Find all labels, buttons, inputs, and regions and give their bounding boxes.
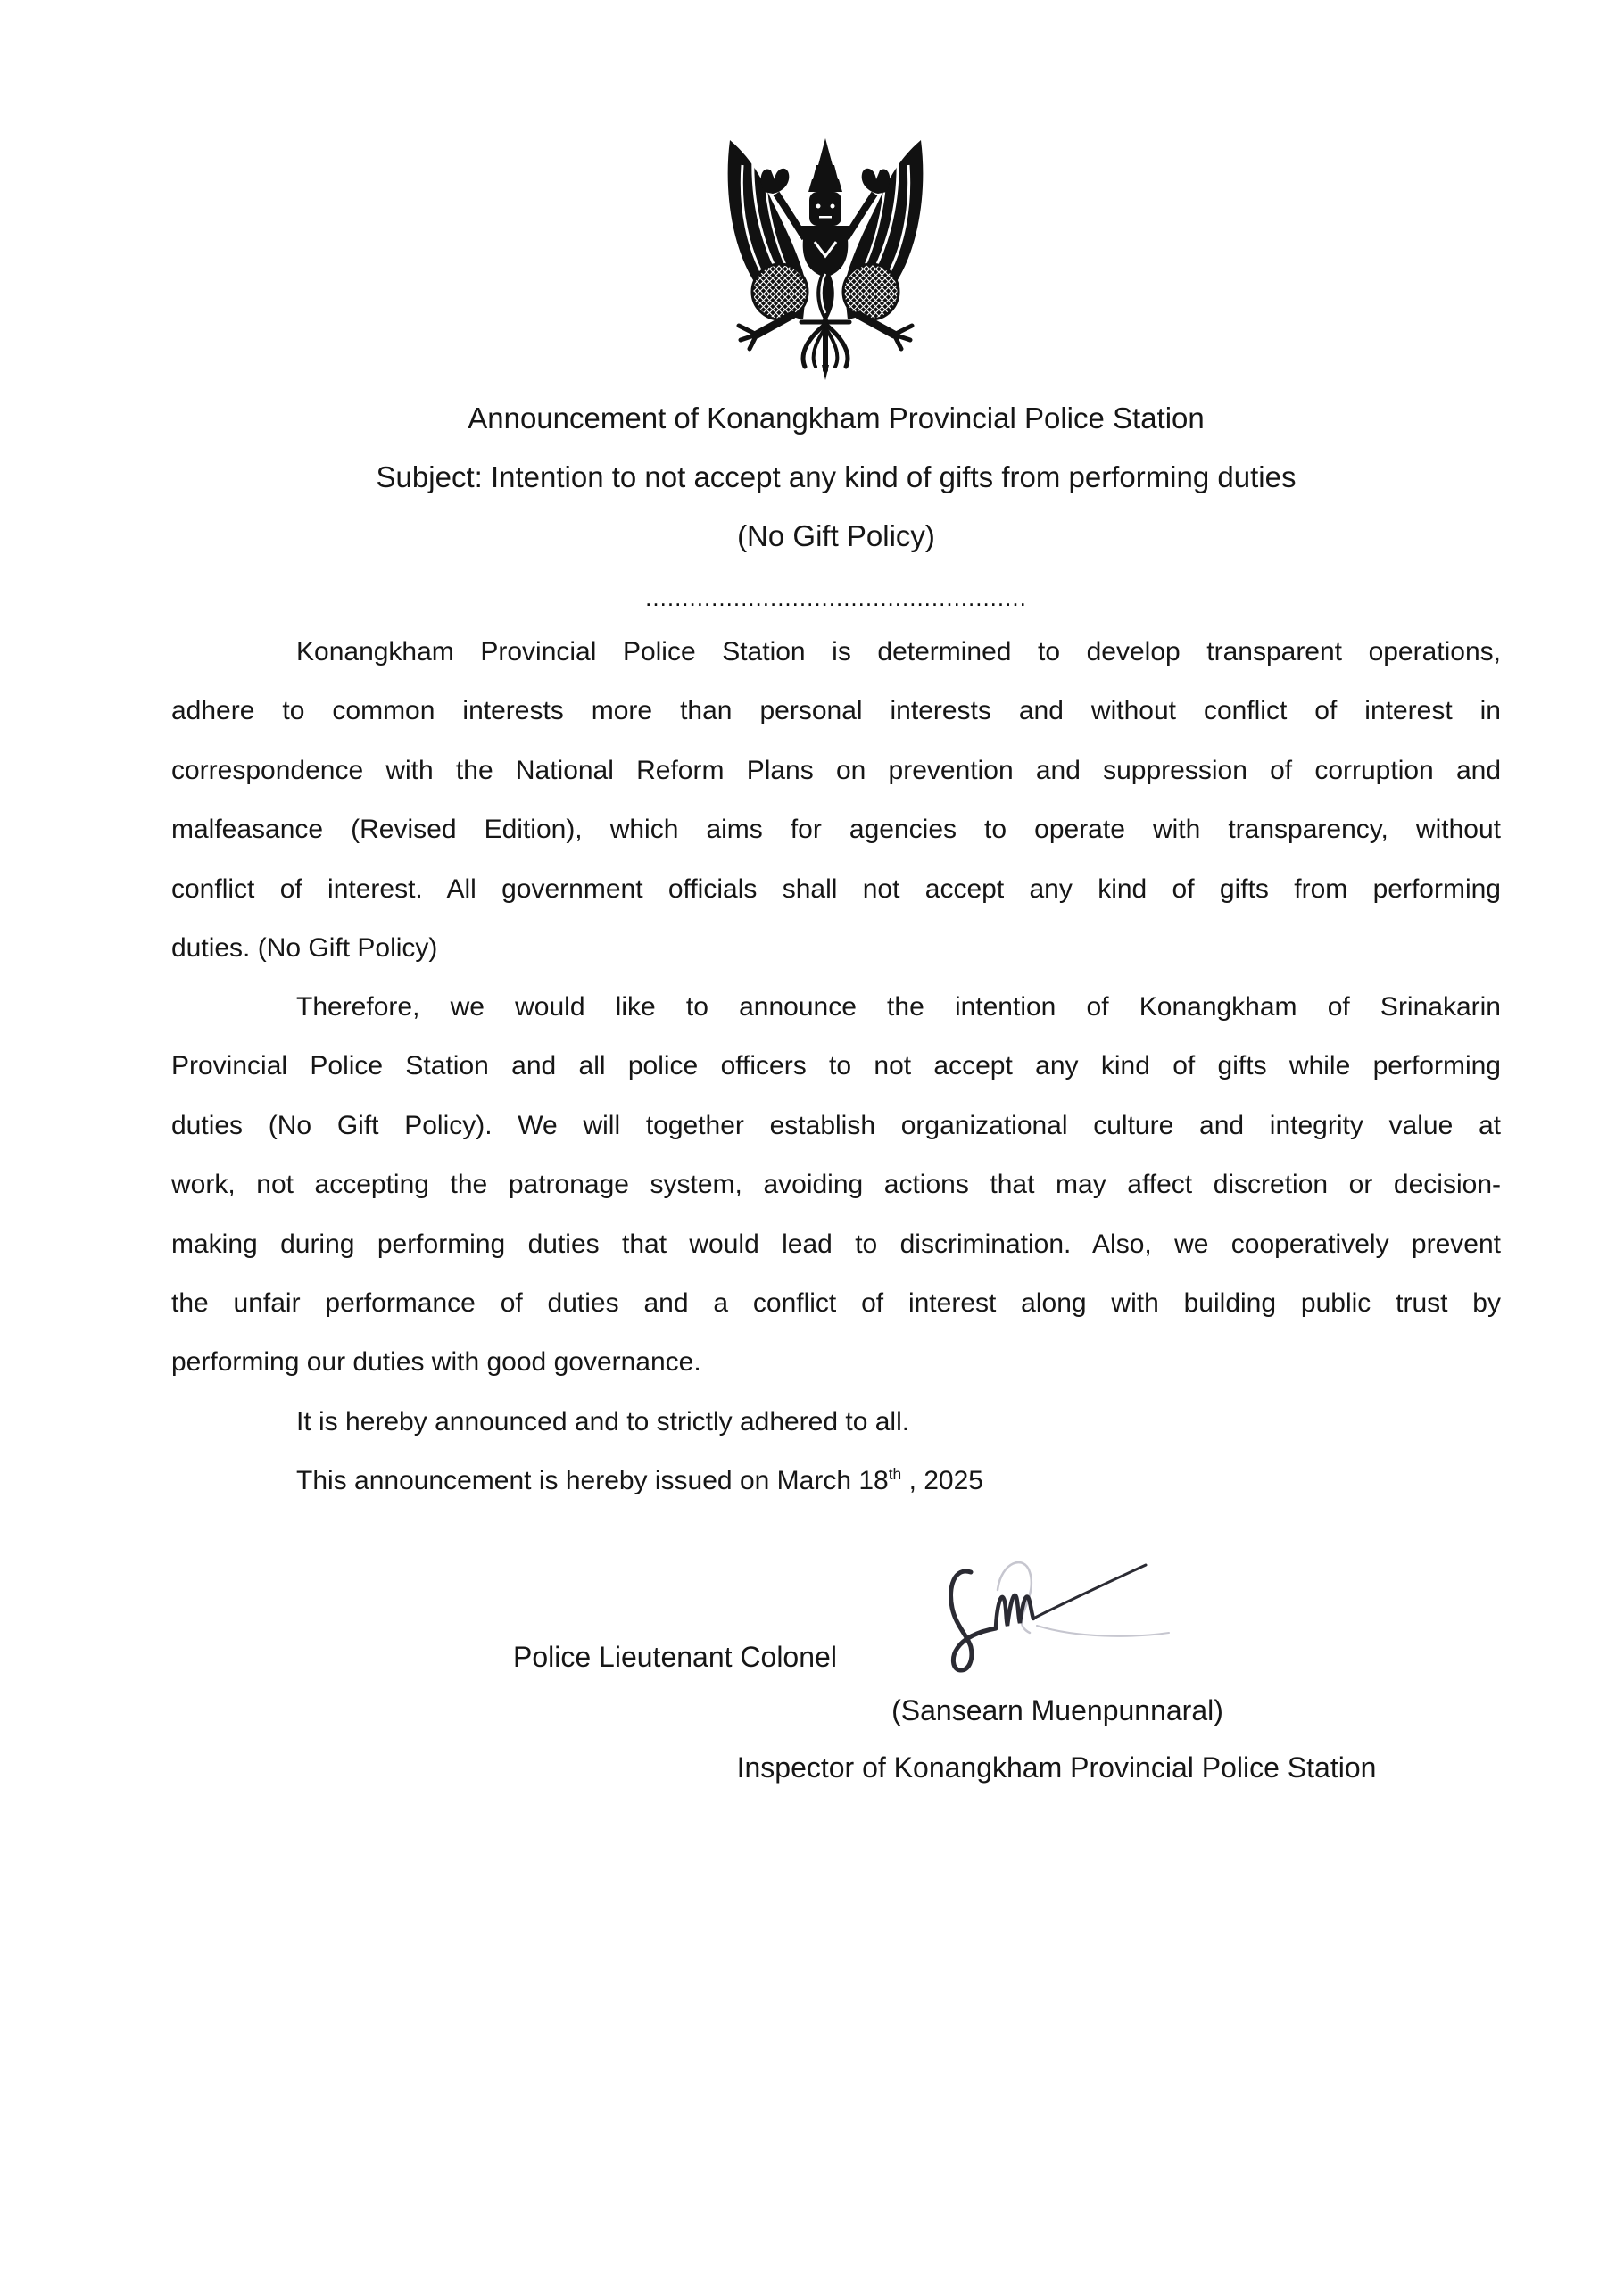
paragraph-line: adhere to common interests more than personal interests and without conflict of interest in bbox=[171, 696, 1501, 726]
subject-line: Subject: Intention to not accept any kind of gifts from performing duties bbox=[376, 460, 1297, 493]
ordinal-superscript: th bbox=[888, 1465, 902, 1484]
paragraph-line: the unfair performance of duties and a conflict of interest along with building public trust by bbox=[171, 1287, 1501, 1318]
signer-position: Inspector of Konangkham Provincial Police Station bbox=[736, 1751, 1377, 1784]
issue-date-line bbox=[171, 1452, 1501, 1511]
issue-date-text: This announcement is hereby issued on March 18 bbox=[296, 1466, 889, 1496]
body-paragraph-1 bbox=[171, 623, 1501, 978]
paragraph-line: work, not accepting the patronage system, avoiding actions that may affect discretion or decision- bbox=[171, 1170, 1501, 1200]
dotted-divider: .................................................... bbox=[645, 584, 1027, 611]
announcement-title: Announcement of Konangkham Provincial Police Station bbox=[468, 402, 1205, 435]
closing-line: It is hereby announced and to strictly adhered to all. bbox=[296, 1407, 910, 1436]
signer-name: (Sansearn Muenpunnaral) bbox=[891, 1694, 1223, 1726]
signer-rank: Police Lieutenant Colonel bbox=[513, 1641, 837, 1673]
closing-block bbox=[171, 1393, 1501, 1511]
paragraph-line: Provincial Police Station and all police officers to not accept any kind of gifts while performing bbox=[171, 1051, 1501, 1081]
garuda-emblem-icon bbox=[723, 134, 928, 384]
title-block bbox=[171, 389, 1501, 566]
paragraph-line: duties (No Gift Policy). We will together establish organizational culture and integrity value at bbox=[171, 1110, 1501, 1140]
paragraph-line: performing our duties with good governance. bbox=[171, 1347, 701, 1378]
issue-date-year: , 2025 bbox=[901, 1466, 983, 1496]
signature-scribble bbox=[944, 1552, 1187, 1686]
policy-name-line: (No Gift Policy) bbox=[737, 519, 935, 552]
paragraph-line: Therefore, we would like to announce the intention of Konangkham of Srinakarin bbox=[296, 992, 1501, 1022]
paragraph-line: conflict of interest. All government officials shall not accept any kind of gifts from performing bbox=[171, 873, 1501, 904]
paragraph-line: making during performing duties that would lead to discrimination. Also, we cooperatively prevent bbox=[171, 1229, 1501, 1259]
paragraph-line: Konangkham Provincial Police Station is determined to develop transparent operations, bbox=[296, 637, 1501, 666]
paragraph-line: malfeasance (Revised Edition), which aims for agencies to operate with transparency, without bbox=[171, 815, 1501, 845]
paragraph-line: duties. (No Gift Policy) bbox=[171, 932, 438, 963]
body-paragraph-2 bbox=[171, 978, 1501, 1393]
paragraph-line: correspondence with the National Reform Plans on prevention and suppression of corruption and bbox=[171, 755, 1501, 785]
